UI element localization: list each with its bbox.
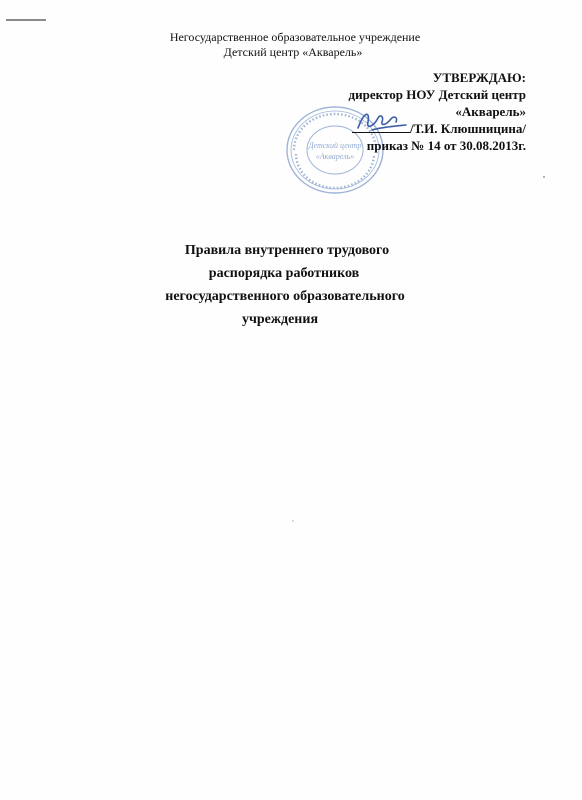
approver-organization: «Акварель» (455, 104, 526, 119)
approval-block (296, 69, 526, 154)
order-reference: приказ № 14 от 30.08.2013г. (366, 138, 526, 153)
document-title-line: учреждения (241, 312, 319, 327)
scan-speck (292, 520, 294, 522)
scan-edge-mark (6, 19, 46, 21)
document-title-line: распорядка работников (208, 266, 360, 281)
approver-position: директор НОУ Детский центр (348, 87, 526, 102)
organization-header (0, 30, 582, 60)
document-title (120, 239, 440, 331)
seal-inner-text: Детский центр (308, 141, 362, 150)
organization-center-name: Детский центр «Акварель» (223, 45, 363, 59)
approval-heading: УТВЕРЖДАЮ: (432, 70, 526, 85)
document-title-line: Правила внутреннего трудового (184, 243, 390, 258)
signature-line (296, 120, 526, 137)
document-title-line: негосударственного образовательного (165, 289, 405, 304)
scan-speck (543, 176, 545, 178)
approver-name: /Т.И. Клюшницина/ (409, 121, 526, 136)
seal-inner-text: «Акварель» (315, 152, 355, 161)
organization-name: Негосударственное образовательное учреждение (169, 30, 421, 44)
handwritten-signature (350, 106, 410, 136)
